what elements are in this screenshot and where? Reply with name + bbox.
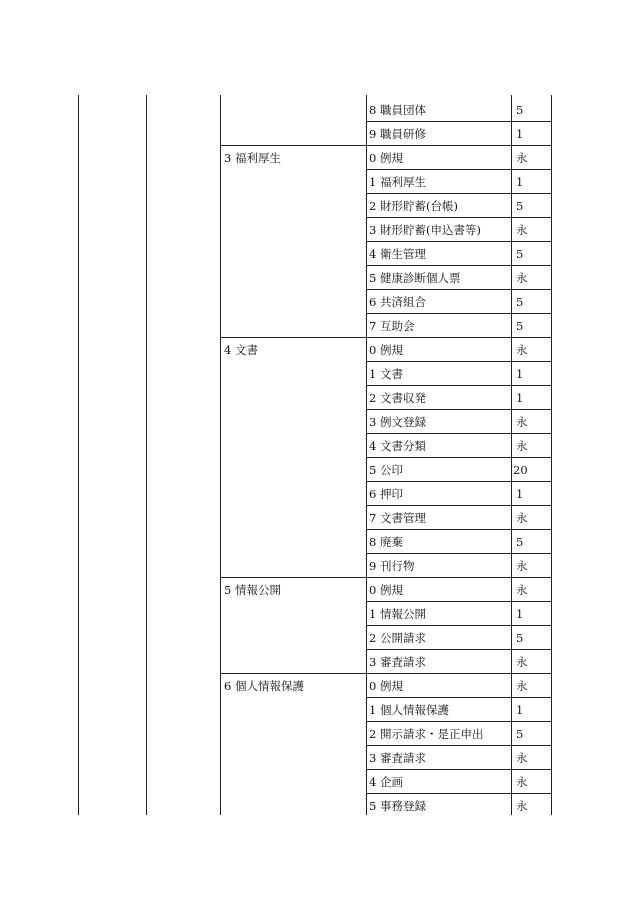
retention-years: 永 [516,415,528,429]
retention-years: 1 [516,607,524,621]
retention-years: 5 [516,103,524,117]
row-divider [366,625,551,626]
item-name: 5 公印 [369,463,403,477]
group-divider [220,337,551,338]
column-border [220,95,221,815]
item-name: 1 文書 [369,367,403,381]
row-divider [366,433,551,434]
row-divider [366,169,551,170]
retention-years: 永 [516,343,528,357]
row-divider [366,697,551,698]
retention-years: 永 [516,151,528,165]
row-divider [366,241,551,242]
group-divider [220,145,551,146]
item-name: 6 押印 [369,487,403,501]
row-divider [366,217,551,218]
item-name: 8 廃棄 [369,535,403,549]
row-divider [366,601,551,602]
column-border [551,95,552,815]
row-divider [366,745,551,746]
row-divider [366,505,551,506]
row-divider [366,385,551,386]
retention-years: 5 [516,247,524,261]
item-name: 9 職員研修 [369,127,426,141]
retention-years: 永 [516,559,528,573]
retention-years: 永 [516,583,528,597]
retention-years: 永 [516,271,528,285]
row-divider [366,409,551,410]
item-name: 1 福利厚生 [369,175,426,189]
item-name: 4 衛生管理 [369,247,426,261]
row-divider [366,553,551,554]
item-name: 5 事務登録 [369,799,426,813]
row-divider [366,481,551,482]
retention-years: 永 [516,775,528,789]
retention-years: 5 [516,199,524,213]
row-divider [366,769,551,770]
item-name: 0 例規 [369,343,403,357]
retention-years: 永 [516,511,528,525]
item-name: 1 個人情報保護 [369,703,449,717]
item-name: 0 例規 [369,679,403,693]
item-name: 8 職員団体 [369,103,426,117]
retention-years: 5 [516,319,524,333]
item-name: 3 財形貯蓄(申込書等) [369,223,481,237]
item-name: 3 審査請求 [369,751,426,765]
row-divider [366,313,551,314]
row-divider [366,649,551,650]
column-border [366,95,367,815]
row-divider [366,289,551,290]
row-divider [366,265,551,266]
retention-years: 20 [513,463,528,477]
row-divider [366,529,551,530]
group-divider [220,673,551,674]
row-divider [366,361,551,362]
item-name: 4 企画 [369,775,403,789]
item-name: 2 開示請求・是正申出 [369,727,484,741]
row-divider [366,121,551,122]
item-name: 1 情報公開 [369,607,426,621]
item-name: 0 例規 [369,151,403,165]
item-name: 3 審査請求 [369,655,426,669]
retention-years: 5 [516,631,524,645]
retention-years: 永 [516,223,528,237]
item-name: 7 互助会 [369,319,415,333]
item-name: 2 財形貯蓄(台帳) [369,199,458,213]
retention-years: 永 [516,679,528,693]
row-divider [366,193,551,194]
retention-years: 5 [516,727,524,741]
retention-years: 永 [516,799,528,813]
retention-years: 5 [516,535,524,549]
row-divider [366,457,551,458]
group-divider [220,577,551,578]
retention-years: 永 [516,655,528,669]
retention-years: 1 [516,367,524,381]
item-name: 2 文書収発 [369,391,426,405]
row-divider [366,721,551,722]
item-name: 2 公開請求 [369,631,426,645]
column-border [78,95,79,815]
retention-years: 1 [516,703,524,717]
item-name: 3 例文登録 [369,415,426,429]
retention-years: 1 [516,487,524,501]
item-name: 5 健康診断個人票 [369,271,461,285]
category-label: 6 個人情報保護 [224,679,304,693]
column-border [146,95,147,815]
item-name: 6 共済組合 [369,295,426,309]
retention-years: 1 [516,127,524,141]
retention-years: 1 [516,175,524,189]
item-name: 0 例規 [369,583,403,597]
retention-years: 5 [516,295,524,309]
row-divider [366,793,551,794]
item-name: 9 刊行物 [369,559,415,573]
category-label: 5 情報公開 [224,583,281,597]
retention-years: 1 [516,391,524,405]
retention-years: 永 [516,751,528,765]
item-name: 7 文書管理 [369,511,426,525]
column-border [511,95,512,815]
category-label: 3 福利厚生 [224,151,281,165]
item-name: 4 文書分類 [369,439,426,453]
category-label: 4 文書 [224,343,258,357]
retention-years: 永 [516,439,528,453]
